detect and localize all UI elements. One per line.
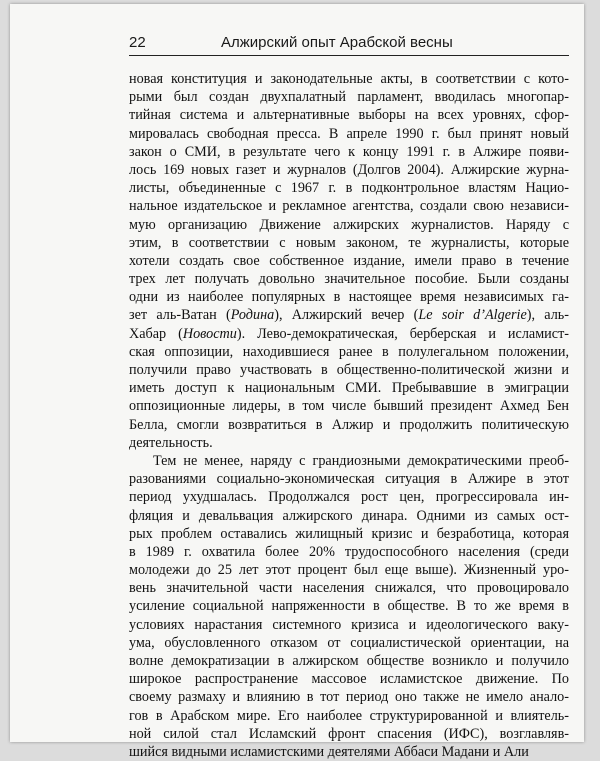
text-run: гов в Арабском мире. Его наиболее структурированной и влиятель- xyxy=(129,707,569,724)
text-run: хотели создать свое собственное издание, имели право в течение xyxy=(129,252,569,269)
text-line xyxy=(129,270,569,288)
text-run: Белла, смогли возвратиться в Алжир и продолжить политическую xyxy=(129,416,569,433)
text-run: ума, обусловленного отказом от социалистической ориентации, на xyxy=(129,634,569,651)
text-line xyxy=(129,652,569,670)
text-line xyxy=(129,143,569,161)
text-run: молодежи до 25 лет этот процент был еще выше). Жизненный уро- xyxy=(129,562,569,579)
text-run: этим, в соответствии с новым законом, те журналисты, которые xyxy=(129,234,569,251)
text-run: волне демократизации в алжирском обществе возникло и получило xyxy=(129,653,569,669)
header-rule xyxy=(129,55,569,56)
text-run: в 1989 г. охватила более 20% трудоспособного населения (среди xyxy=(129,543,569,560)
text-run: ), Алжирский вечер ( xyxy=(274,307,419,324)
text-line xyxy=(129,88,569,106)
text-line xyxy=(129,452,569,470)
paragraph xyxy=(129,70,569,452)
text-run: иметь доступ к национальным СМИ. Пребывавшие в эмиграции xyxy=(129,380,569,397)
text-run: период ухудшалась. Продолжался рост цен, прогрессировала ин- xyxy=(129,489,569,506)
text-line xyxy=(129,525,569,543)
text-line xyxy=(129,688,569,706)
text-line xyxy=(129,325,569,343)
text-line xyxy=(129,306,569,324)
text-run: рыми был создан двухпалатный парламент, вводилась многопар- xyxy=(129,89,569,106)
text-run: разованиями социально-экономическая ситуация в Алжире в этот xyxy=(129,471,569,488)
italic-title: Le soir d’Algerie xyxy=(418,307,527,324)
text-run: фляция и девальвация алжирского динара. Одними из самых ост- xyxy=(129,507,569,524)
text-run: мировалась свободная пресса. В апреле 1990 г. был принят новый xyxy=(129,125,569,142)
text-run: нальное издательское и рекламное агентства, создали свою независи- xyxy=(129,198,569,215)
book-page xyxy=(10,4,584,760)
text-line xyxy=(129,397,569,415)
text-line xyxy=(129,725,569,743)
text-run: своему размаху и влиянию в тот период оно также не имело анало- xyxy=(129,689,569,706)
text-run: условиях нарастания системного кризиса и идеологического ваку- xyxy=(129,616,569,633)
text-line xyxy=(129,288,569,306)
text-line xyxy=(129,634,569,652)
text-run: Тем не менее, наряду с грандиозными демократическими преоб- xyxy=(153,452,569,469)
paragraph xyxy=(129,452,569,761)
text-run: ), аль- xyxy=(526,307,569,324)
text-line xyxy=(129,488,569,506)
text-line xyxy=(129,252,569,270)
text-run: трех лет получать довольно значительное пособие. Были созданы xyxy=(129,271,569,288)
text-line xyxy=(129,379,569,397)
text-line xyxy=(129,470,569,488)
text-run: листы, объединенные с 1967 г. в подконтрольное властям Нацио- xyxy=(129,180,569,197)
text-run: лось 169 новых газет и журналов (Долгов 2004). Алжирские журна- xyxy=(129,161,569,178)
text-run: рых проблем оставались жилищный кризис и безработица, которая xyxy=(129,525,569,542)
text-run: одни из наиболее популярных в настоящее время независимых га- xyxy=(129,289,569,306)
text-line xyxy=(129,179,569,197)
text-line xyxy=(129,707,569,725)
text-run: усиление социальной напряженности в обществе. В то же время в xyxy=(129,598,569,615)
text-line xyxy=(129,161,569,179)
text-line xyxy=(129,597,569,615)
text-run: получили право участвовать в общественно-политической жизни и xyxy=(129,362,569,378)
text-run: закон о СМИ, в результате чего к концу 1991 г. в Алжире появи- xyxy=(129,143,569,160)
text-run: шийся видными исламистскими деятелями Аббаси Мадани и Али xyxy=(129,743,529,760)
text-run: Хабар ( xyxy=(129,325,183,342)
text-line xyxy=(129,543,569,561)
italic-title: Родина xyxy=(230,307,275,324)
text-line xyxy=(129,434,569,452)
running-header xyxy=(129,34,569,54)
text-line xyxy=(129,343,569,361)
text-line xyxy=(129,616,569,634)
text-run: оппозиционные лидеры, в том числе бывший президент Ахмед Бен xyxy=(129,398,569,415)
italic-title: Новости xyxy=(182,325,237,342)
text-line xyxy=(129,361,569,379)
text-run: ). Лево-демократическая, берберская и исламист- xyxy=(236,325,569,342)
text-line xyxy=(129,197,569,215)
text-line xyxy=(129,216,569,234)
text-line xyxy=(129,234,569,252)
text-line xyxy=(129,507,569,525)
body-text xyxy=(129,70,569,761)
text-run: ская оппозиции, находившиеся ранее в полулегальном положении, xyxy=(129,343,569,360)
running-title: Алжирский опыт Арабской весны xyxy=(221,34,453,51)
text-line xyxy=(129,670,569,688)
text-run: деятельность. xyxy=(129,434,213,451)
page-number: 22 xyxy=(129,34,146,51)
text-line xyxy=(129,561,569,579)
text-line xyxy=(129,106,569,124)
text-line xyxy=(129,743,569,761)
text-run: вень значительной части населения снижался, что провоцировало xyxy=(129,580,569,597)
text-run: зет аль-Ватан ( xyxy=(129,307,231,324)
text-run: мую организацию Движение алжирских журналистов. Наряду с xyxy=(129,216,569,233)
text-run: широкое распространение массовое исламистское движение. По xyxy=(129,671,569,688)
text-line xyxy=(129,125,569,143)
text-line xyxy=(129,70,569,88)
text-run: тийная система и альтернативные выборы на всех уровнях, сфор- xyxy=(129,107,569,124)
text-run: новая конституция и законодательные акты, в соответствии с кото- xyxy=(129,71,569,87)
text-line xyxy=(129,416,569,434)
text-run: ной силой стал Исламский фронт спасения (ИФС), возглавляв- xyxy=(129,725,569,742)
text-line xyxy=(129,579,569,597)
